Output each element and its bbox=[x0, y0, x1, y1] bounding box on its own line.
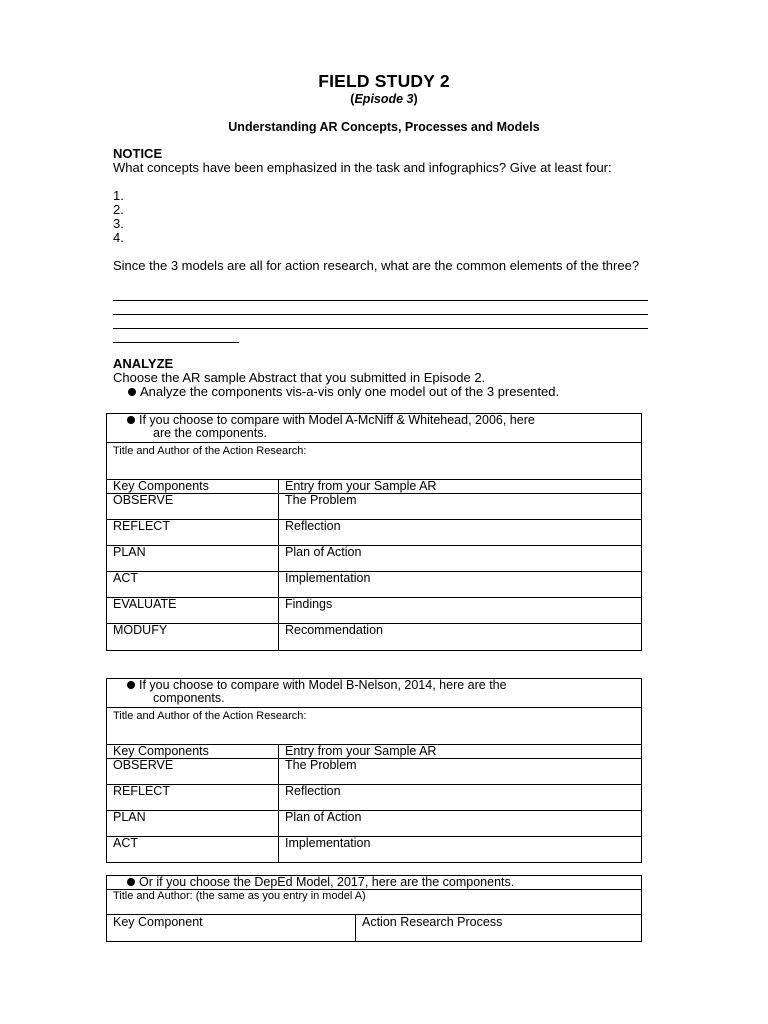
model-b-key-act: ACT bbox=[107, 837, 279, 863]
notice-question-common-elements: Since the 3 models are all for action research, what are the common elements of the three? bbox=[113, 258, 640, 273]
model-b-intro bbox=[107, 679, 642, 708]
analyze-heading: ANALYZE bbox=[113, 356, 174, 371]
analyze-bullet-item bbox=[128, 385, 559, 399]
model-a-table bbox=[106, 413, 642, 651]
model-deped-title-author-field[interactable] bbox=[107, 890, 642, 915]
page-title: FIELD STUDY 2 bbox=[318, 71, 450, 91]
answer-blank-line[interactable] bbox=[113, 328, 648, 329]
model-a-key-evaluate: EVALUATE bbox=[107, 598, 279, 624]
model-a-title-author-field[interactable] bbox=[107, 443, 642, 480]
model-b-key-plan: PLAN bbox=[107, 811, 279, 837]
model-a-entry-plan[interactable]: Plan of Action bbox=[279, 546, 642, 572]
bullet-icon bbox=[127, 878, 135, 886]
episode-text: Episode 3 bbox=[354, 92, 414, 106]
model-deped-title-author-label: Title and Author: (the same as you entry in model A) bbox=[113, 890, 366, 902]
model-a-col-key-components: Key Components bbox=[107, 480, 279, 494]
model-b-key-observe: OBSERVE bbox=[107, 759, 279, 785]
model-a-key-reflect: REFLECT bbox=[107, 520, 279, 546]
model-deped-col-process: Action Research Process bbox=[356, 915, 642, 942]
analyze-bullet-text: Analyze the components vis-a-vis only one model out of the 3 presented. bbox=[140, 384, 560, 399]
model-a-intro-line2: are the components. bbox=[153, 426, 267, 440]
model-deped-table bbox=[106, 875, 642, 942]
notice-item-4: 4. bbox=[113, 230, 124, 245]
episode-paren-close: ) bbox=[413, 92, 418, 106]
model-b-key-reflect: REFLECT bbox=[107, 785, 279, 811]
episode-label bbox=[0, 92, 768, 106]
notice-question-concepts: What concepts have been emphasized in the task and infographics? Give at least four: bbox=[113, 160, 612, 175]
model-a-entry-evaluate[interactable]: Findings bbox=[279, 598, 642, 624]
bullet-icon bbox=[127, 416, 135, 424]
answer-blank-line[interactable] bbox=[113, 342, 239, 343]
model-b-intro-line2: components. bbox=[153, 691, 225, 705]
model-a-key-observe: OBSERVE bbox=[107, 494, 279, 520]
model-a-key-plan: PLAN bbox=[107, 546, 279, 572]
model-a-entry-act[interactable]: Implementation bbox=[279, 572, 642, 598]
notice-item-1: 1. bbox=[113, 188, 124, 203]
notice-item-3: 3. bbox=[113, 216, 124, 231]
model-b-table bbox=[106, 678, 642, 863]
model-b-entry-observe[interactable]: The Problem bbox=[279, 759, 642, 785]
model-deped-intro bbox=[107, 876, 642, 890]
answer-blank-line[interactable] bbox=[113, 314, 648, 315]
model-deped-intro-text: Or if you choose the DepEd Model, 2017, here are the components. bbox=[139, 875, 515, 889]
model-deped-col-key-component: Key Component bbox=[107, 915, 356, 942]
model-b-title-author-label: Title and Author of the Action Research: bbox=[113, 710, 307, 722]
model-a-key-act: ACT bbox=[107, 572, 279, 598]
model-b-entry-act[interactable]: Implementation bbox=[279, 837, 642, 863]
model-a-entry-reflect[interactable]: Reflection bbox=[279, 520, 642, 546]
model-a-intro bbox=[107, 414, 642, 443]
notice-heading: NOTICE bbox=[113, 146, 163, 161]
model-b-entry-reflect[interactable]: Reflection bbox=[279, 785, 642, 811]
model-a-col-entry: Entry from your Sample AR bbox=[279, 480, 642, 494]
answer-blank-line[interactable] bbox=[113, 300, 648, 301]
model-b-intro-line1: If you choose to compare with Model B-Nelson, 2014, here are the bbox=[139, 678, 507, 692]
model-a-key-modify: MODUFY bbox=[107, 624, 279, 651]
model-a-title-author-label: Title and Author of the Action Research: bbox=[113, 445, 307, 457]
model-a-entry-observe[interactable]: The Problem bbox=[279, 494, 642, 520]
model-b-col-key-components: Key Components bbox=[107, 745, 279, 759]
model-b-title-author-field[interactable] bbox=[107, 708, 642, 745]
model-b-entry-plan[interactable]: Plan of Action bbox=[279, 811, 642, 837]
bullet-icon bbox=[127, 681, 135, 689]
episode-paren-open: ( bbox=[350, 92, 355, 106]
model-a-entry-modify[interactable]: Recommendation bbox=[279, 624, 642, 651]
bullet-icon bbox=[128, 388, 136, 396]
analyze-instruction: Choose the AR sample Abstract that you submitted in Episode 2. bbox=[113, 370, 486, 385]
model-b-col-entry: Entry from your Sample AR bbox=[279, 745, 642, 759]
model-a-intro-line1: If you choose to compare with Model A-McNiff & Whitehead, 2006, here bbox=[139, 413, 535, 427]
page-subtitle: Understanding AR Concepts, Processes and Models bbox=[228, 120, 540, 134]
notice-item-2: 2. bbox=[113, 202, 124, 217]
